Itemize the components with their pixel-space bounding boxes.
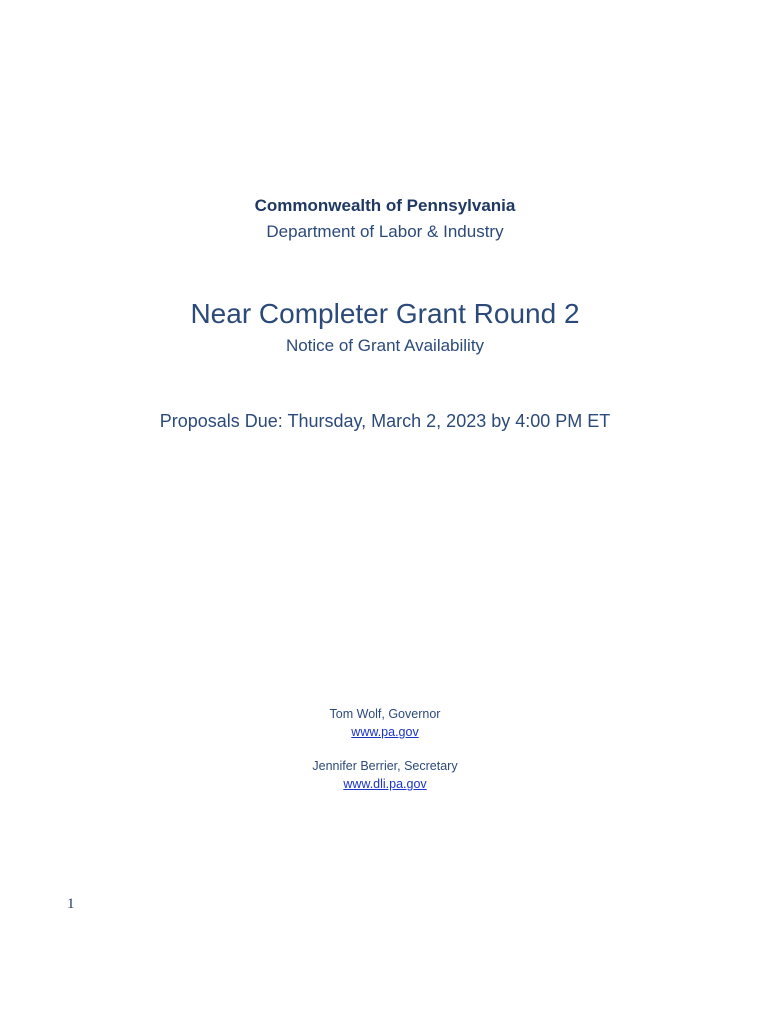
document-title: Near Completer Grant Round 2 [190,298,580,329]
organization-name: Commonwealth of Pennsylvania [254,196,516,215]
document-subtitle: Notice of Grant Availability [285,336,485,355]
secretary-website-link[interactable]: www.dli.pa.gov [343,777,427,791]
secretary-website-line [0,777,770,791]
department-name: Department of Labor & Industry [266,222,504,241]
governor-name: Tom Wolf, Governor [329,707,441,721]
page-number: 1 [67,896,75,912]
governor-website-line [0,725,770,739]
governor-website-link[interactable]: www.pa.gov [351,725,419,739]
proposals-due-date: Proposals Due: Thursday, March 2, 2023 by 4:00 PM ET [159,411,611,431]
secretary-name: Jennifer Berrier, Secretary [312,759,458,773]
